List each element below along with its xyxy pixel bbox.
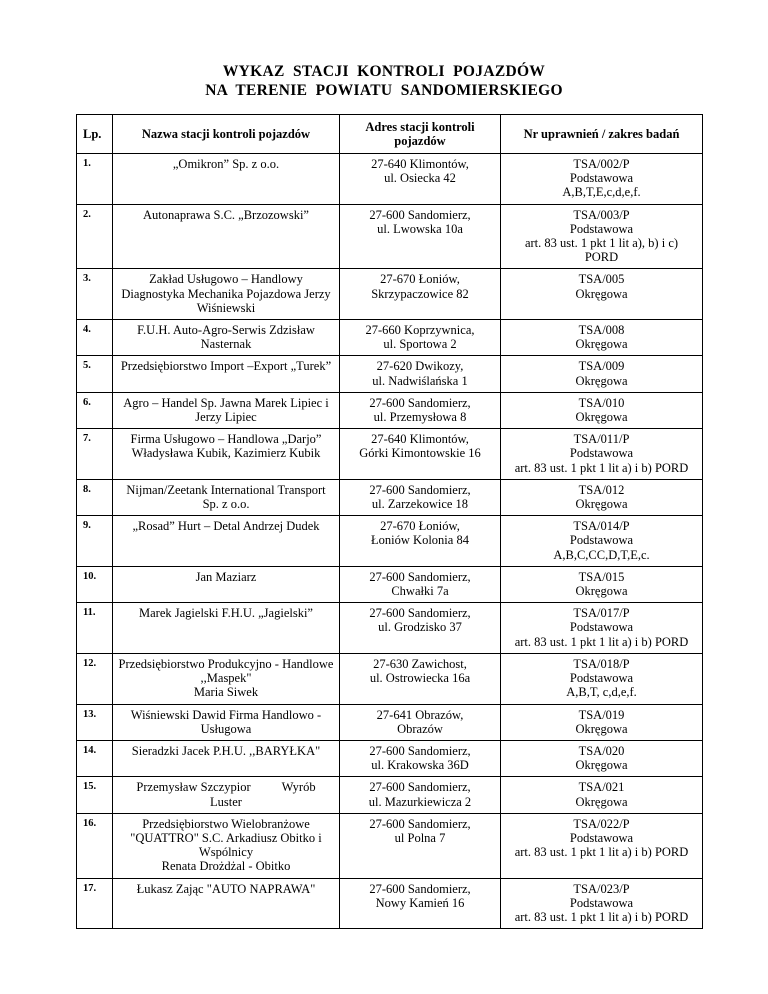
station-permit-line: TSA/008 — [578, 323, 625, 338]
station-address-line: 27-600 Sandomierz, — [369, 780, 471, 795]
station-address-line: Skrzypaczowice 82 — [371, 286, 469, 301]
station-permit-line: Okręgowa — [575, 584, 628, 599]
station-permit-line: Podstawowa — [569, 171, 634, 186]
station-address — [340, 566, 501, 602]
station-address-line: 27-630 Zawichost, — [373, 656, 467, 671]
station-permit-line: TSA/018/P — [573, 656, 630, 671]
table-row — [77, 154, 703, 205]
station-permit — [501, 566, 703, 602]
table-body — [77, 154, 703, 929]
station-address-line: ul. Lwowska 10a — [377, 221, 463, 236]
row-number: 9. — [77, 516, 113, 567]
table-row — [77, 740, 703, 776]
station-permit-line: A,B,C,CC,D,T,E,c. — [553, 547, 650, 562]
station-address-line: 27-600 Sandomierz, — [369, 395, 471, 410]
station-permit-line: TSA/005 — [578, 272, 625, 287]
station-address-line: ul. Osiecka 42 — [384, 171, 456, 186]
station-permit — [501, 653, 703, 704]
station-permit — [501, 603, 703, 654]
station-address-line: 27-670 Łoniów, — [380, 272, 460, 287]
row-number: 5. — [77, 356, 113, 392]
station-address-line: 27-600 Sandomierz, — [369, 606, 471, 621]
station-address-line: 27-600 Sandomierz, — [369, 881, 471, 896]
station-name-line: Jerzy Lipiec — [195, 410, 257, 425]
station-name-line: Nasternak — [200, 337, 252, 352]
station-address — [340, 479, 501, 515]
station-name — [113, 392, 340, 428]
station-name-line: ,,Maspek" — [200, 671, 252, 686]
station-name-line: Nijman/Zeetank International Transport — [126, 482, 326, 497]
station-address-line: ul. Grodzisko 37 — [378, 620, 462, 635]
station-permit-line: PORD — [584, 250, 619, 265]
station-permit-line: Okręgowa — [575, 794, 628, 809]
station-permit-line: Podstawowa — [569, 446, 634, 461]
station-name-line: Łukasz Zając "AUTO NAPRAWA" — [136, 881, 316, 896]
station-address-line: 27-670 Łoniów, — [380, 519, 460, 534]
table-row — [77, 516, 703, 567]
station-name-line: Autonaprawa S.C. „Brzozowski” — [143, 207, 309, 222]
station-address-line: 27-640 Klimontów, — [371, 432, 469, 447]
station-address-line: 27-620 Dwikozy, — [376, 359, 464, 374]
station-address — [340, 878, 501, 929]
station-name-line: Diagnostyka Mechanika Pojazdowa Jerzy — [121, 286, 331, 301]
station-address — [340, 603, 501, 654]
table-header-row — [77, 115, 703, 154]
station-address — [340, 429, 501, 480]
station-permit — [501, 479, 703, 515]
station-address — [340, 813, 501, 878]
station-name — [113, 653, 340, 704]
station-name — [113, 516, 340, 567]
station-permit-line: TSA/021 — [578, 780, 625, 795]
station-address-line: 27-600 Sandomierz, — [369, 816, 471, 831]
station-address-line: Łoniów Kolonia 84 — [371, 533, 469, 548]
station-permit — [501, 516, 703, 567]
station-permit-line: Okręgowa — [575, 758, 628, 773]
station-name-line: Wspólnicy — [198, 845, 254, 860]
station-name — [113, 813, 340, 878]
station-name — [113, 878, 340, 929]
station-address-line: 27-600 Sandomierz, — [369, 569, 471, 584]
row-number: 10. — [77, 566, 113, 602]
station-name-line: "QUATTRO" S.C. Arkadiusz Obitko i — [130, 830, 322, 845]
station-permit — [501, 320, 703, 356]
station-name-line: Zakład Usługowo – Handlowy — [149, 272, 303, 287]
station-permit-line: TSA/012 — [578, 482, 625, 497]
station-name — [113, 777, 340, 813]
station-address-line: Górki Kimontowskie 16 — [359, 446, 481, 461]
station-permit — [501, 204, 703, 269]
station-address-line: Nowy Kamień 16 — [375, 895, 465, 910]
station-permit-line: TSA/009 — [578, 359, 625, 374]
row-number: 2. — [77, 204, 113, 269]
station-address — [340, 356, 501, 392]
station-name — [113, 479, 340, 515]
table-row — [77, 356, 703, 392]
station-name-line: Marek Jagielski F.H.U. „Jagielski” — [139, 606, 313, 621]
station-permit-line: Podstawowa — [569, 671, 634, 686]
row-number: 16. — [77, 813, 113, 878]
station-permit-line: Okręgowa — [575, 373, 628, 388]
station-name-line: Jan Maziarz — [195, 569, 257, 584]
row-number: 17. — [77, 878, 113, 929]
station-name-line: Przedsiębiorstwo Import –Export „Turek” — [120, 359, 332, 374]
station-name-line: Agro – Handel Sp. Jawna Marek Lipiec i — [123, 395, 329, 410]
row-number: 15. — [77, 777, 113, 813]
station-permit — [501, 704, 703, 740]
row-number: 13. — [77, 704, 113, 740]
table-row — [77, 566, 703, 602]
station-address — [340, 154, 501, 205]
station-name-line: F.U.H. Auto-Agro-Serwis Zdzisław — [137, 323, 315, 338]
station-name — [113, 740, 340, 776]
station-permit-line: TSA/017/P — [573, 606, 630, 621]
station-permit-line: art. 83 ust. 1 pkt 1 lit a) i b) PORD — [514, 845, 689, 860]
document-title — [0, 62, 768, 100]
station-name-line: „Rosad” Hurt – Detal Andrzej Dudek — [132, 519, 320, 534]
station-address-line: ul. Krakowska 36D — [371, 758, 469, 773]
station-permit-line: Okręgowa — [575, 497, 628, 512]
station-address-line: 27-600 Sandomierz, — [369, 207, 471, 222]
station-address — [340, 704, 501, 740]
station-permit-line: Okręgowa — [575, 337, 628, 352]
station-permit-line: art. 83 ust. 1 pkt 1 lit a) i b) PORD — [514, 909, 689, 924]
station-address-line: ul. Nadwiślańska 1 — [372, 373, 468, 388]
station-permit-line: Podstawowa — [569, 221, 634, 236]
station-address-line: Chwałki 7a — [391, 584, 449, 599]
row-number: 7. — [77, 429, 113, 480]
station-address-line: 27-640 Klimontów, — [371, 157, 469, 171]
table-row — [77, 777, 703, 813]
header-name: Nazwa stacji kontroli pojazdów — [113, 115, 340, 154]
title-line-1: WYKAZ STACJI KONTROLI POJAZDÓW — [222, 63, 546, 80]
row-number: 8. — [77, 479, 113, 515]
station-address-line: ul. Ostrowiecka 16a — [369, 671, 471, 686]
station-address — [340, 516, 501, 567]
station-name-line: Renata Drożdżal - Obitko — [161, 859, 291, 874]
table-row — [77, 813, 703, 878]
row-number: 11. — [77, 603, 113, 654]
station-name-line: Przemysław Szczypior Wyrób — [136, 780, 316, 795]
station-name — [113, 154, 340, 205]
row-number: 6. — [77, 392, 113, 428]
station-name-line: Władysława Kubik, Kazimierz Kubik — [131, 446, 321, 461]
station-name-line: Usługowa — [200, 721, 252, 736]
station-permit-line: Podstawowa — [569, 533, 634, 548]
table-row — [77, 429, 703, 480]
stations-table — [76, 114, 703, 929]
station-address — [340, 777, 501, 813]
station-address — [340, 392, 501, 428]
station-permit-line: TSA/022/P — [573, 816, 630, 831]
table-row — [77, 653, 703, 704]
station-name-line: Przedsiębiorstwo Wielobranżowe — [142, 816, 310, 831]
station-name-line: „Omikron” Sp. z o.o. — [172, 157, 280, 171]
station-address-line: 27-660 Koprzywnica, — [365, 323, 475, 338]
station-permit — [501, 813, 703, 878]
station-permit-line: TSA/003/P — [573, 207, 630, 222]
station-address-line: ul. Sportowa 2 — [383, 337, 457, 352]
station-address-line: ul. Mazurkiewicza 2 — [368, 794, 472, 809]
station-permit-line: art. 83 ust. 1 pkt 1 lit a) i b) PORD — [514, 634, 689, 649]
row-number: 3. — [77, 269, 113, 320]
station-name-line: Sieradzki Jacek P.H.U. ,,BARYŁKA" — [131, 743, 321, 758]
station-name-line: Luster — [210, 794, 242, 809]
station-address-line: 27-600 Sandomierz, — [369, 482, 471, 497]
station-name — [113, 704, 340, 740]
header-lp: Lp. — [77, 115, 113, 154]
row-number: 1. — [77, 154, 113, 205]
station-permit-line: Podstawowa — [569, 620, 634, 635]
station-address-line: ul. Przemysłowa 8 — [373, 410, 467, 425]
station-name — [113, 269, 340, 320]
station-address-line: 27-600 Sandomierz, — [369, 743, 471, 758]
station-permit-line: art. 83 ust. 1 pkt 1 lit a) i b) PORD — [514, 460, 689, 475]
station-permit-line: TSA/023/P — [573, 881, 630, 896]
station-permit — [501, 429, 703, 480]
station-permit — [501, 777, 703, 813]
station-name — [113, 204, 340, 269]
station-address — [340, 320, 501, 356]
station-permit-line: TSA/015 — [578, 569, 625, 584]
station-permit-line: TSA/020 — [578, 743, 625, 758]
station-permit-line: TSA/014/P — [573, 519, 630, 534]
station-permit — [501, 269, 703, 320]
station-permit-line: A,B,T, c,d,e,f. — [566, 685, 637, 700]
table-row — [77, 204, 703, 269]
station-address-line: Obrazów — [397, 721, 443, 736]
station-permit — [501, 740, 703, 776]
station-permit — [501, 154, 703, 205]
station-address — [340, 204, 501, 269]
station-name — [113, 356, 340, 392]
station-name-line: Maria Siwek — [193, 685, 259, 700]
station-address-line: 27-641 Obrazów, — [376, 707, 464, 722]
station-name-line: Wiśniewski — [196, 300, 256, 315]
station-permit-line: Okręgowa — [575, 410, 628, 425]
station-name-line: Firma Usługowo – Handlowa „Darjo” — [130, 432, 322, 447]
station-permit — [501, 878, 703, 929]
station-name-line: Wiśniewski Dawid Firma Handlowo - — [130, 707, 322, 722]
station-permit — [501, 356, 703, 392]
station-name — [113, 429, 340, 480]
station-permit-line: TSA/011/P — [573, 432, 630, 447]
row-number: 12. — [77, 653, 113, 704]
station-permit-line: A,B,T,E,c,d,e,f. — [562, 185, 641, 200]
row-number: 4. — [77, 320, 113, 356]
table-row — [77, 320, 703, 356]
table-row — [77, 704, 703, 740]
station-name — [113, 320, 340, 356]
station-permit-line: Podstawowa — [569, 895, 634, 910]
station-address — [340, 740, 501, 776]
station-address-line: ul. Zarzekowice 18 — [371, 497, 469, 512]
station-permit-line: Okręgowa — [575, 721, 628, 736]
station-address — [340, 653, 501, 704]
table-row — [77, 603, 703, 654]
station-name — [113, 603, 340, 654]
table-row — [77, 479, 703, 515]
station-permit-line: TSA/019 — [578, 707, 625, 722]
header-address: Adres stacji kontroli pojazdów — [340, 115, 501, 154]
station-permit-line: Podstawowa — [569, 830, 634, 845]
station-name-line: Sp. z o.o. — [202, 497, 250, 512]
row-number: 14. — [77, 740, 113, 776]
station-permit-line: Okręgowa — [575, 286, 628, 301]
table-row — [77, 269, 703, 320]
table-row — [77, 392, 703, 428]
station-name — [113, 566, 340, 602]
station-address-line: ul Polna 7 — [394, 830, 446, 845]
table-row — [77, 878, 703, 929]
title-line-2: NA TERENIE POWIATU SANDOMIERSKIEGO — [205, 82, 563, 99]
header-permit: Nr uprawnień / zakres badań — [501, 115, 703, 154]
station-address — [340, 269, 501, 320]
station-permit-line: TSA/010 — [578, 395, 625, 410]
station-permit-line: TSA/002/P — [573, 157, 630, 171]
station-permit — [501, 392, 703, 428]
station-name-line: Przedsiębiorstwo Produkcyjno - Handlowe — [118, 656, 334, 671]
station-permit-line: art. 83 ust. 1 pkt 1 lit a), b) i c) — [524, 236, 679, 251]
